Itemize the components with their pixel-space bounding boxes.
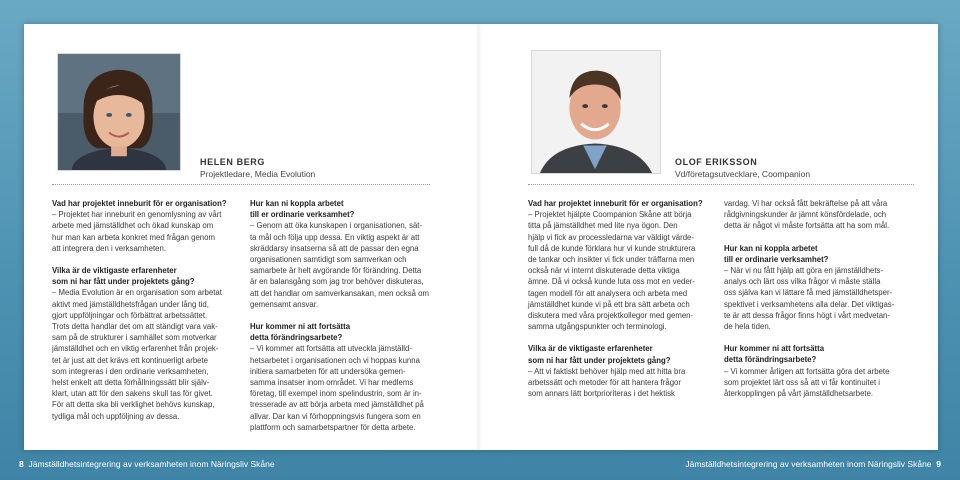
answer-line: de hela tiden. (724, 322, 771, 332)
answer-line: allvar. Dar kan vi förhoppningsvis fungera som en (250, 411, 421, 421)
block-gap (52, 254, 242, 265)
answer-line: diskutera med våra projektkollegor med gemen- (528, 311, 694, 321)
answer-line: samma utgångspunkter och terminologi. (528, 322, 667, 332)
answer-line: full då de kunde förklara hur vi kunde strukturera (528, 243, 696, 253)
answer-line: är en balansgång som jag tror behöver diskuteras, (250, 277, 424, 287)
question-heading: Hur kan ni koppla arbetet (724, 243, 818, 253)
right-column-1 (528, 198, 718, 399)
question-heading: som ni har fått under projektets gång? (52, 277, 195, 287)
question-heading: Vilka är de viktigaste erfarenheter (52, 266, 177, 276)
answer-line: som annars lätt bortprioriteras i det hektisk (528, 389, 675, 399)
page-number: 8 (19, 459, 24, 469)
page-footer-right (685, 459, 941, 469)
question-heading: Hur kommer ni att fortsätta (724, 344, 825, 354)
answer-line: spektivet i verksamhetens alla delar. Det viktigas- (724, 299, 895, 309)
answer-line: För att detta ska bli verklighet behövs kunskap, (52, 400, 215, 410)
left-column-1 (52, 198, 242, 422)
answer-line: titta på jämställdhet med lite nya ögon. Den (528, 221, 678, 231)
answer-line: tet är just att det krävs ett kontinuerligt arbete (52, 355, 209, 365)
question-heading: Vad har projektet inneburit för er organisation? (52, 199, 227, 208)
answer-line: att det handlar om samverkansakan, men också om (250, 288, 429, 298)
page-number: 9 (936, 459, 941, 469)
block-gap (528, 332, 718, 343)
answer-line: jämställdhet och en viktig erfarenhet från projek- (52, 344, 219, 354)
left-column-2 (250, 198, 440, 433)
question-heading: till er ordinarie verksamhet? (724, 254, 829, 264)
person-role: Projektledare, Media Evolution (200, 169, 316, 179)
answer-line: – Vi kommer att fortsätta att utveckla jämställd- (250, 344, 412, 354)
answer-line: som projektet lärt oss så att vi får kontinuitet i (724, 377, 881, 387)
question-heading: Hur kan ni koppla arbetet (250, 199, 344, 208)
answer-line: – Vi kommer årligen att fortsätta göra det arbete (724, 366, 890, 376)
answer-line: tresserade av att börja arbeta med jämställdhet på (250, 400, 424, 410)
answer-line: också när vi internt diskuterade detta viktiga (528, 266, 680, 276)
answer-line: jämställdhet kunde vi på ett bra sätt arbeta och (528, 299, 690, 309)
question-heading: Vilka är de viktigaste erfarenheter (528, 344, 653, 354)
olof-eriksson-portrait (531, 50, 661, 174)
answer-line: hjälp vi fick av processledarna var väldigt värde- (528, 232, 694, 242)
question-heading: Hur kommer ni att fortsätta (250, 322, 351, 332)
person-role: Vd/företagsutvecklare, Coompanion (675, 169, 811, 179)
question-heading: till er ordinarie verksamhet? (250, 210, 355, 220)
block-gap (724, 332, 914, 343)
answer-line: hur man kan arbeta konkret med frågan genom (52, 232, 215, 242)
answer-line: samarbete är helt avgörande för förändring. Detta (250, 266, 422, 276)
answer-line: analys och lärt oss vilka frågor vi måste ställa (724, 277, 881, 287)
block-gap (250, 310, 440, 321)
answer-line: – Media Evolution är en organisation som arbetat (52, 288, 222, 298)
section-divider (528, 184, 914, 185)
answer-line: oss själva kan vi lättare få med jämställdhetsper- (724, 288, 893, 298)
answer-line: skräddarsy insatserna så att de passar den egna (250, 243, 419, 253)
answer-line: företag, till exempel inom spelindustrin, som är in- (250, 389, 422, 399)
page-footer-left (19, 459, 275, 469)
page-spine (477, 24, 483, 450)
answer-line: – Genom att öka kunskapen i organisationen, sät- (250, 221, 423, 231)
answer-line: initiera samarbeten för att undersöka gemen- (250, 366, 406, 376)
answer-line: tagen modell för att analysera och arbeta med (528, 288, 688, 298)
answer-line: som integreras i den ordinarie verksamheten, (52, 366, 209, 376)
answer-line: aktivt med jämställdhetsfrågan under lång tid, (52, 299, 209, 309)
answer-line: arbetssätt och metoder för att hantera frågor (528, 378, 681, 388)
answer-line: vardag. Vi har också fått bekräftelse på att våra (724, 199, 888, 208)
question-heading: detta förändringsarbete? (724, 355, 817, 365)
answer-line: gemensamt ansvar. (250, 299, 319, 309)
question-heading: som ni har fått under projektets gång? (528, 355, 671, 365)
answer-line: arbete med jämställdhet och ökad kunskap om (52, 221, 214, 231)
answer-line: plattform och samarbetspartner för detta arbete. (250, 422, 416, 432)
person-name: HELEN BERG (200, 157, 266, 167)
answer-line: ämne. Då vi också kunde luta oss mot en veder- (528, 277, 695, 287)
answer-line: – När vi nu fått hjälp att göra en jämställdhets- (724, 266, 884, 276)
answer-line: helst enkelt att detta förhållningssätt blir själv- (52, 378, 210, 388)
answer-line: Trots detta handlar det om att ständigt vara vak- (52, 322, 218, 332)
answer-line: – Projektet hjälpte Coompanion Skåne att börja (528, 210, 692, 220)
block-gap (724, 232, 914, 243)
answer-line: te är att dessa frågor finns högt i vårt medvetan- (724, 310, 890, 320)
question-heading: detta förändringsarbete? (250, 333, 343, 343)
answer-line: – Att vi faktiskt behöver hjälp med att hitta bra (528, 366, 686, 376)
answer-line: gjort uppföljningar och förbättrat arbetssättet. (52, 310, 208, 320)
answer-line: rådgivningskunder är jämnt könsfördelade, och (724, 210, 887, 220)
answer-line: tydliga mål och uppföljning av dessa. (52, 411, 180, 421)
footer-title: Jämställdhetsintegrering av verksamheten inom Näringsliv Skåne (28, 459, 275, 469)
answer-line: återkopplingen på vårt jämställdhetsarbete. (724, 389, 874, 399)
person-name: OLOF ERIKSSON (675, 157, 758, 167)
answer-line: de tankar och insikter vi fick under träffarna men (528, 255, 695, 265)
answer-line: hetsarbetet i organisationen och vi hoppas kunna (250, 355, 420, 365)
answer-line: ta mål och följa upp dessa. En viktig aspekt är att (250, 232, 420, 242)
answer-line: att integrera den i verksamheten. (52, 243, 166, 253)
helen-berg-portrait (57, 53, 181, 171)
answer-line: detta är något vi måste fortsätta att ha som mål. (724, 221, 890, 231)
answer-line: – Projektet har inneburit en genomlysning av vårt (52, 210, 222, 220)
answer-line: sam på de strukturer i samhället som motverkar (52, 333, 217, 343)
answer-line: samma insatser inom området. Vi har medlems (250, 378, 414, 388)
right-column-2 (724, 198, 914, 399)
footer-title: Jämställdhetsintegrering av verksamheten inom Näringsliv Skåne (685, 459, 932, 469)
question-heading: Vad har projektet inneburit för er organisation? (528, 199, 703, 208)
answer-line: organisationen samtidigt som samverkan och (250, 255, 407, 265)
answer-line: klart, utan att för den sakens skull tas för givet. (52, 389, 213, 399)
section-divider (52, 184, 430, 185)
